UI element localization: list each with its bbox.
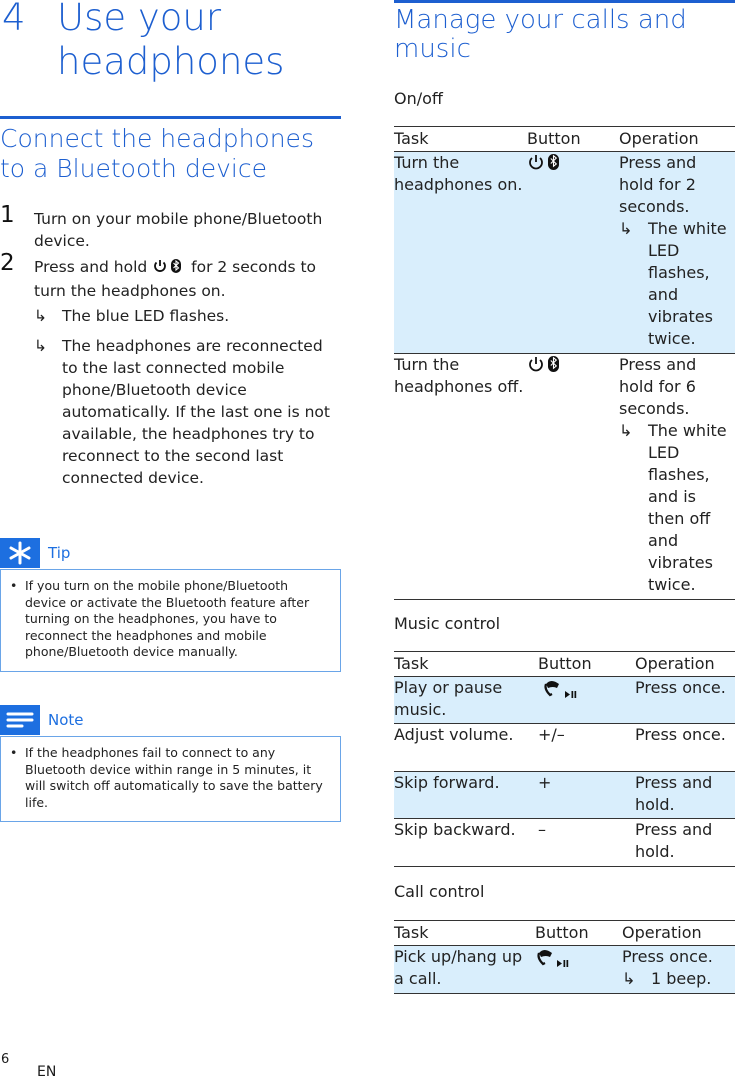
col-operation: Operation [622,921,735,946]
note-box [0,736,341,822]
table-row [394,152,735,354]
step-1 [0,202,341,252]
power-bluetooth-icon [527,354,563,380]
chapter-number: 4 [2,0,26,39]
onoff-table [394,126,735,600]
phone-play-pause-icon [535,957,583,976]
result-1 [34,305,341,327]
step-number: 1 [0,202,15,228]
step-text-post: for 2 seconds to turn the headphones on. [34,258,317,300]
phone-play-pause-icon [538,688,586,707]
call-table [394,920,735,994]
table-row [394,354,735,600]
task-cell: Play or pause music. [394,677,538,724]
col-button: Button [538,652,635,677]
music-table [394,651,735,867]
button-cell [527,152,619,354]
bullet: • [10,745,18,760]
col-operation: Operation [619,127,735,152]
note-icon [0,705,40,735]
operation-text: Press and hold for 2 seconds. [619,153,697,216]
result [622,968,735,990]
result [619,218,735,350]
button-cell: – [538,819,635,867]
note-text: If the headphones fail to connect to any Bluetooth device within range in 5 minutes, it will switch off automatically to save the battery life. [25,745,323,810]
tip-box [0,569,341,672]
language-code: EN [37,1064,57,1079]
col-button: Button [527,127,619,152]
result-arrow-icon: ↳ [34,307,47,325]
button-cell: +/– [538,724,635,772]
section-divider [0,116,341,119]
result-text: The white LED flashes, and is then off and vibrates twice. [648,421,727,594]
bullet: • [10,578,18,593]
step-number: 2 [0,250,15,276]
result-arrow-icon: ↳ [619,421,633,440]
table-header [394,921,735,946]
power-bluetooth-icon [527,152,563,178]
col-task: Task [394,127,527,152]
result-text: The headphones are reconnected to the last connected mobile phone/Bluetooth device automatically. If the last one is not available, the headphones try to reconnect to the second last connected device. [62,337,330,487]
result-arrow-icon: ↳ [34,337,47,355]
col-operation: Operation [635,652,735,677]
table-header [394,127,735,152]
task-cell: Skip forward. [394,772,538,819]
chapter-title: Use your headphones [57,0,285,83]
operation-cell: Press and hold. [635,819,735,867]
button-cell [535,946,622,994]
operation-text: Press once. [622,947,713,966]
power-bluetooth-icon [152,258,186,280]
result-text: 1 beep. [651,969,712,988]
table-row [394,946,735,994]
call-heading: Call control [394,882,485,901]
tip-icon [0,538,40,568]
step-text-pre: Press and hold [34,258,148,276]
button-cell [538,677,635,724]
result [619,420,735,596]
steps-list [0,202,341,497]
col-task: Task [394,921,535,946]
operation-cell: Press and hold. [635,772,735,819]
result-text: The white LED flashes, and vibrates twice. [648,219,727,348]
note-label: Note [48,711,84,729]
button-cell: + [538,772,635,819]
operation-cell [622,946,735,994]
page-number: 6 [1,1052,10,1067]
onoff-heading: On/off [394,89,443,108]
operation-cell [619,152,735,354]
col-button: Button [535,921,622,946]
table-row [394,724,735,772]
result-arrow-icon: ↳ [622,969,636,988]
table-row [394,819,735,867]
result-2 [34,335,341,489]
col-task: Task [394,652,538,677]
button-cell [527,354,619,600]
operation-text: Press and hold for 6 seconds. [619,355,697,418]
section-divider [394,0,735,3]
table-row [394,677,735,724]
section-title: Connect the headphones to a Bluetooth device [0,124,314,183]
task-cell: Pick up/hang up a call. [394,946,535,994]
step-2 [0,250,341,489]
task-cell: Turn the headphones off. [394,354,527,600]
task-cell: Adjust volume. [394,724,538,772]
tip-text: If you turn on the mobile phone/Bluetooth device or activate the Bluetooth feature after turning on the headphones, you have to reconnect the headphones and mobile phone/Bluetooth device manually. [25,578,310,659]
task-cell: Turn the headphones on. [394,152,527,354]
operation-cell: Press once. [635,677,735,724]
manage-title: Manage your calls and music [394,5,687,64]
music-heading: Music control [394,614,501,633]
result-text: The blue LED flashes. [62,307,230,325]
step-text: Turn on your mobile phone/Bluetooth device. [34,210,323,250]
table-row [394,772,735,819]
task-cell: Skip backward. [394,819,538,867]
result-arrow-icon: ↳ [619,219,633,238]
tip-label: Tip [48,544,71,562]
operation-cell [619,354,735,600]
table-header [394,652,735,677]
operation-cell: Press once. [635,724,735,772]
